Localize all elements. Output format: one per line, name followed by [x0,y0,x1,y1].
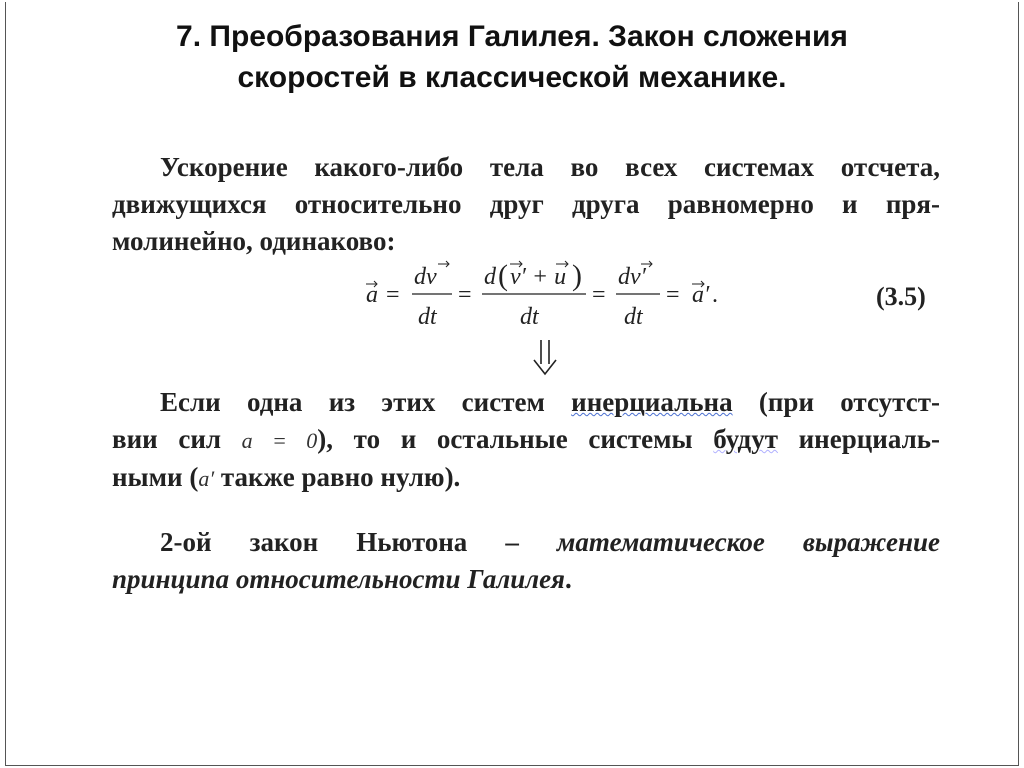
paragraph2-line-2 [112,421,940,459]
formula-eq-3: = [592,282,606,308]
formula-number: (3.5) [876,282,926,311]
inline-math-a-zero: a = 0 [241,428,318,453]
paragraph3-italic-text: принципа относительности Галилея [112,564,565,594]
formula-a-prime: a′ [692,282,710,308]
paragraph-newton [112,524,940,598]
paragraph2-line-1 [112,384,940,421]
paragraph2-line-3 [112,459,940,497]
paragraph3-line-2 [112,561,940,598]
formula-period: . [712,282,718,308]
formula-a: a [366,282,378,308]
title-line-2: скоростей в классической механике. [237,61,787,94]
paragraph2-text: также равно нулю). [214,462,461,492]
formula-v-prime-plus-u: v′ + u [510,264,567,290]
paragraph3-line-1 [112,524,940,561]
underlined-word-will-be: будут [713,424,778,454]
paragraph1-line-1: Ускорение какого-либо тела во всех системах отсчета, [160,152,940,182]
paragraph2-text: (при отсутст- [732,387,940,417]
formula-eq-1: = [386,282,400,308]
formula-paren-open: ( [498,259,508,292]
paragraph2-text: ными ( [112,462,199,492]
paragraph-acceleration [112,149,940,260]
formula-denominator-dt-3: dt [624,304,643,330]
paragraph1-line-2: движущихся относительно друг друга равномерно и пря- [112,189,940,219]
slide-title [40,16,984,98]
underlined-word-inertial: инерциальна [571,387,733,417]
title-line-1: 7. Преобразования Галилея. Закон сложения [176,20,848,53]
paragraph3-text: 2-ой закон Ньютона – [160,527,557,557]
formula-numerator-dv-prime: dv′ [618,264,646,290]
double-down-arrow-icon [530,338,560,378]
paragraph3-italic-text: математическое выражение [556,527,940,557]
inline-math-a-prime: a′ [198,466,215,491]
paragraph-inertial [112,384,940,497]
paragraph1-line-3: молинейно, одинаково: [112,226,396,256]
formula-numerator-dv: dv [414,264,437,290]
formula-eq-4: = [666,282,680,308]
formula-eq-2: = [458,282,472,308]
paragraph2-text: ), то и остальные системы [317,424,714,454]
formula-d: d [484,264,496,290]
paragraph3-text: . [564,564,572,594]
paragraph2-text: инерциаль- [777,424,940,454]
formula-3-5 [360,258,740,338]
formula-paren-close: ) [572,259,582,292]
paragraph2-text: вии сил [112,424,242,454]
formula-denominator-dt-2: dt [520,304,539,330]
formula-denominator-dt-1: dt [418,304,437,330]
paragraph2-text: Если одна из этих систем [160,387,572,417]
